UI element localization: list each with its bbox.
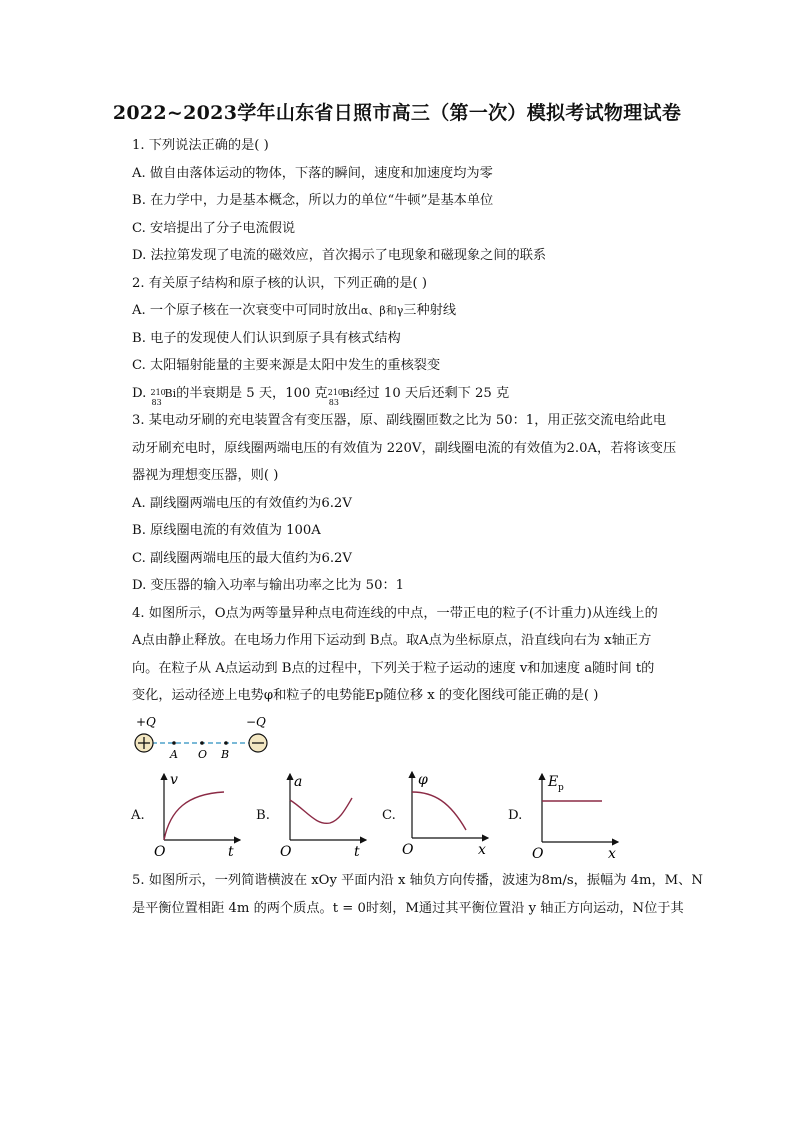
graph-c-origin: O	[402, 842, 414, 858]
q3-option-a: A. 副线圈两端电压的有效值约为6.2V	[132, 496, 352, 511]
nuclide-mass: 210	[150, 388, 166, 397]
point-a	[172, 741, 176, 745]
point-o-label: O	[198, 748, 208, 761]
q2-option-b: B. 电子的发现使人们认识到原子具有核式结构	[132, 331, 401, 346]
graph-b-option: B.	[256, 808, 270, 823]
graph-a-y-label: v	[170, 772, 178, 788]
q2-option-c: C. 太阳辐射能量的主要来源是太阳中发生的重核裂变	[132, 358, 441, 373]
q4-line-2: A点由静止释放。在电场力作用下运动到 B点。取A点为坐标原点，沿直线向右为 x轴正方	[132, 633, 652, 648]
q5-line-1: 5. 如图所示，一列简谐横波在 xOy 平面内沿 x 轴负方向传播，波速为8m/s，振幅为 4m，M、N	[132, 873, 703, 888]
nuclide-symbol-2: Bi	[341, 387, 354, 400]
graph-d-y-label: E	[548, 774, 559, 790]
q4-line-1: 4. 如图所示，O点为两等量异种点电荷连线的中点，一带正电的粒子(不计重力)从连线上的	[132, 606, 658, 621]
graph-a-origin: O	[154, 844, 166, 860]
q3-option-c: C. 副线圈两端电压的最大值约为6.2V	[132, 551, 352, 566]
q2-option-a-post: 三种射线	[403, 303, 457, 318]
nuclide-charge-2: 83	[328, 398, 339, 407]
graph-b-x-label: t	[354, 844, 360, 860]
q4-line-4: 变化，运动径迹上电势φ和粒子的电势能Ep随位移 x 的变化图线可能正确的是( )	[132, 688, 599, 703]
q3-line-3: 器视为理想变压器，则( )	[132, 468, 279, 483]
q1-option-a: A. 做自由落体运动的物体，下落的瞬间，速度和加速度均为零	[132, 166, 493, 181]
nuclide-symbol: Bi	[164, 387, 177, 400]
graph-b-curve	[290, 798, 352, 823]
nuclide-bi-2	[327, 384, 344, 407]
graph-c-curve	[412, 792, 466, 830]
plus-q-label: +Q	[136, 715, 156, 729]
graph-c-y-label: φ	[418, 772, 428, 788]
q5-line-2: 是平衡位置相距 4m 的两个质点。t = 0时刻，M通过其平衡位置沿 y 轴正方向运动，N位于其	[132, 901, 684, 916]
graph-c-option: C.	[382, 808, 396, 823]
graph-c-x-label: x	[478, 842, 486, 858]
q2-stem: 2. 有关原子结构和原子核的认识，下列正确的是( )	[132, 276, 428, 291]
minus-q-label: −Q	[246, 715, 266, 729]
nuclide-mass-2: 210	[327, 388, 344, 397]
graph-a	[152, 770, 247, 860]
q3-line-2: 动牙刷充电时，原线圈两端电压的有效值为 220V，副线圈电流的有效值为2.0A，若将该变压	[132, 441, 677, 456]
graph-b-origin: O	[280, 844, 292, 860]
q3-line-1: 3. 某电动牙刷的充电装置含有变压器，原、副线圈匝数之比为 50：1，用正弦交流电给此电	[132, 413, 667, 428]
point-o	[200, 741, 204, 745]
graph-b-y-label: a	[294, 774, 303, 790]
q3-option-d: D. 变压器的输入功率与输出功率之比为 50：1	[132, 578, 405, 593]
point-b	[224, 741, 228, 745]
graph-d-option: D.	[508, 808, 523, 823]
graph-d-x-label: x	[608, 846, 616, 862]
q4-line-3: 向。在粒子从 A点运动到 B点的过程中，下列关于粒子运动的速度 v和加速度 a随时间 t的	[132, 661, 655, 676]
graph-b	[278, 770, 373, 860]
q3-option-b: B. 原线圈电流的有效值为 100A	[132, 523, 321, 538]
point-a-label: A	[170, 748, 178, 761]
q1-option-d: D. 法拉第发现了电流的磁效应，首次揭示了电现象和磁现象之间的联系	[132, 248, 547, 263]
q2-option-d-post: 经过 10 天后还剩下 25 克	[353, 386, 510, 401]
nuclide-bi-1	[150, 384, 166, 407]
charge-figure	[128, 712, 278, 762]
q1-option-b: B. 在力学中，力是基本概念，所以力的单位“牛顿”是基本单位	[132, 193, 494, 208]
q2-option-d-pre: D.	[132, 386, 151, 401]
graph-a-option: A.	[131, 808, 145, 823]
graph-d-origin: O	[532, 846, 544, 862]
graph-c	[400, 768, 495, 858]
q2-option-a	[132, 301, 456, 321]
q1-option-c: C. 安培提出了分子电流假说	[132, 221, 296, 236]
q2-option-d	[132, 384, 510, 407]
exam-title: 2022~2023学年山东省日照市高三（第一次）模拟考试物理试卷	[112, 102, 682, 124]
point-b-label: B	[221, 748, 230, 761]
q2-option-a-greek: α、β和γ	[360, 304, 404, 317]
graph-d-y-sub: p	[558, 783, 564, 793]
q2-option-d-mid: 的半衰期是 5 天，100 克	[176, 386, 328, 401]
q1-stem: 1. 下列说法正确的是( )	[132, 138, 269, 153]
graph-a-x-label: t	[228, 844, 234, 860]
graph-d	[530, 768, 625, 863]
graph-a-curve	[164, 792, 224, 840]
q2-option-a-pre: A. 一个原子核在一次衰变中可同时放出	[132, 303, 361, 318]
nuclide-charge: 83	[151, 398, 162, 407]
